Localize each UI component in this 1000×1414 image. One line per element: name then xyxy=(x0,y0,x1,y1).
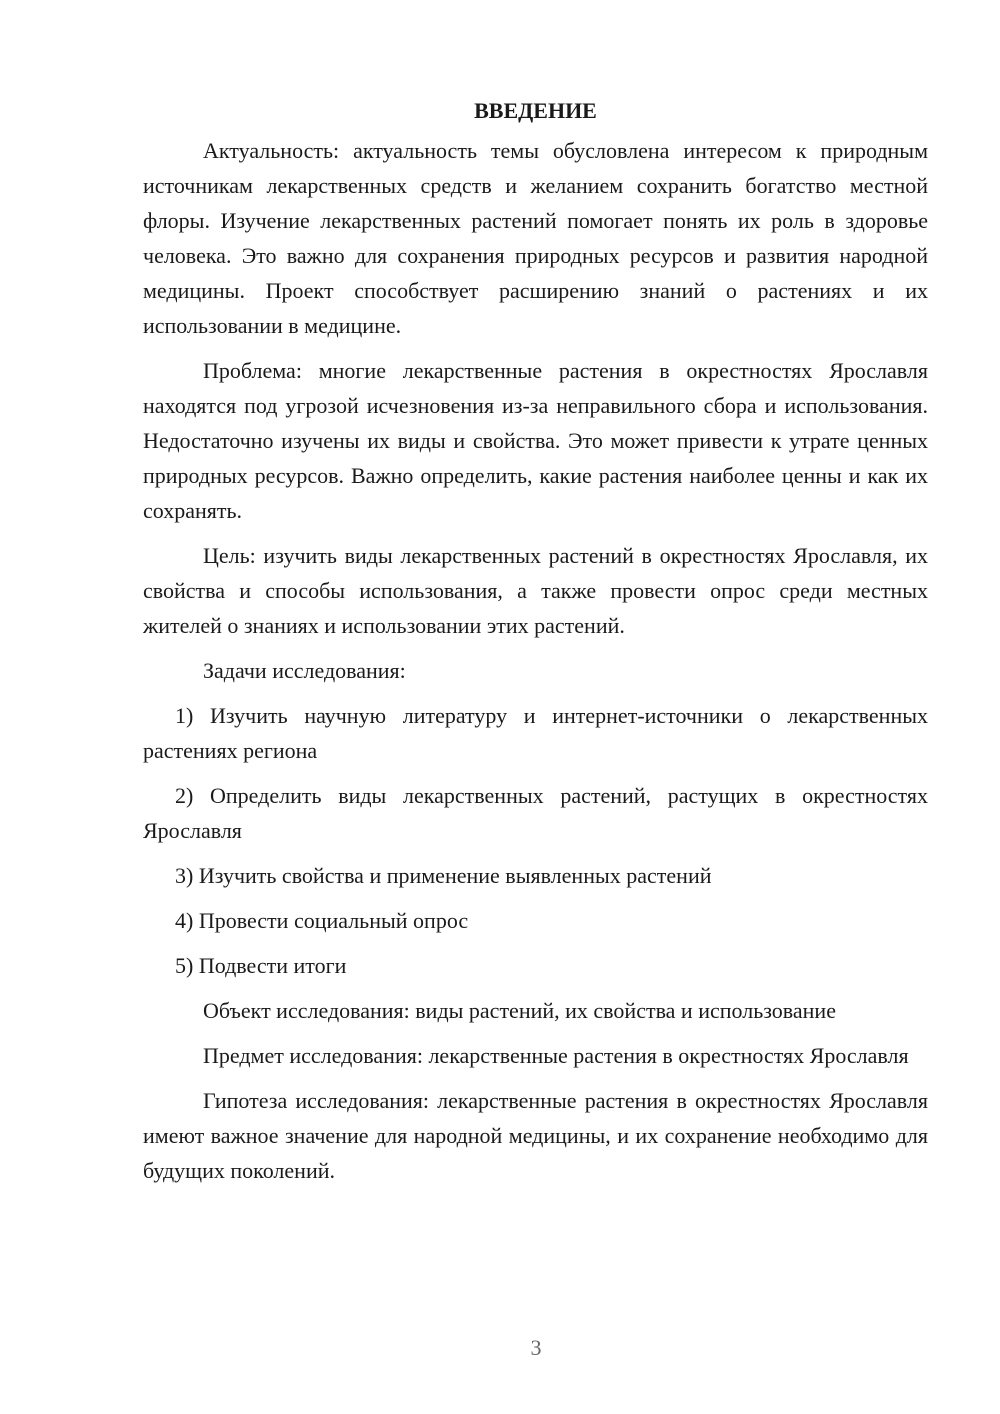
tasks-list xyxy=(143,698,928,983)
page-content xyxy=(143,93,928,1198)
paragraph-subject: Предмет исследования: лекарственные растения в окрестностях Ярославля xyxy=(203,1043,909,1068)
paragraph-goal: Цель: изучить виды лекарственных растений в окрестностях Ярославля, их свойства и способы использования, а также провести опрос среди местных жителей о знаниях и использовании этих растений. xyxy=(143,543,928,638)
paragraph-problem: Проблема: многие лекарственные растения в окрестностях Ярославля находятся под угрозой исчезновения из-за неправильного сбора и использования. Недостаточно изучены их виды и свойства. Это может привести к утрате ценных природных ресурсов. Важно определить, какие растения наиболее ценны и как их сохранять. xyxy=(143,358,928,523)
tasks-heading: Задачи исследования: xyxy=(203,658,406,683)
task-item: 2) Определить виды лекарственных растений, растущих в окрестностях Ярославля xyxy=(143,783,928,843)
task-item: 4) Провести социальный опрос xyxy=(175,908,469,933)
task-item: 5) Подвести итоги xyxy=(175,953,347,978)
task-item: 1) Изучить научную литературу и интернет-источники о лекарственных растениях региона xyxy=(143,703,928,763)
paragraph-object: Объект исследования: виды растений, их свойства и использование xyxy=(203,998,836,1023)
section-title: ВВЕДЕНИЕ xyxy=(474,98,597,123)
paragraph-relevance: Актуальность: актуальность темы обусловлена интересом к природным источникам лекарственных средств и желанием сохранить богатство местной флоры. Изучение лекарственных растений помогает понять их роль в здоровье человека. Это важно для сохранения природных ресурсов и развития народной медицины. Проект способствует расширению знаний о растениях и их использовании в медицине. xyxy=(143,138,928,338)
paragraph-hypothesis: Гипотеза исследования: лекарственные растения в окрестностях Ярославля имеют важное значение для народной медицины, и их сохранение необходимо для будущих поколений. xyxy=(143,1088,928,1183)
page-number: 3 xyxy=(530,1335,542,1360)
task-item: 3) Изучить свойства и применение выявленных растений xyxy=(175,863,712,888)
